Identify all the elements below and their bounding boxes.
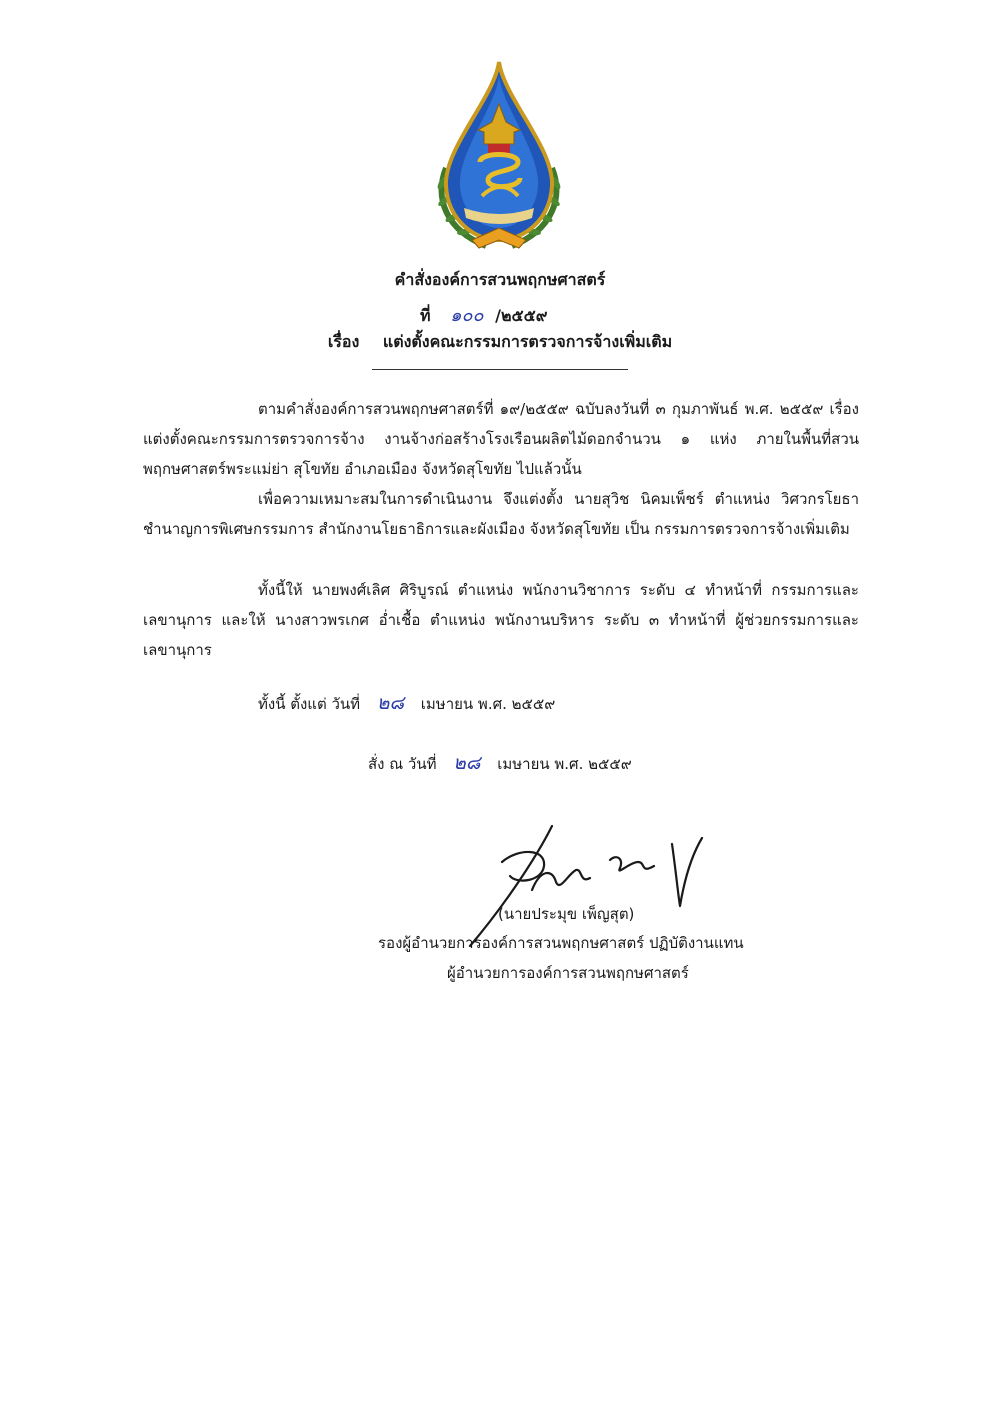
order-number [420,300,547,329]
order-date [368,748,632,778]
body-paragraph [143,575,859,665]
order-date-day: ๒๘ [453,752,481,774]
divider [372,369,628,370]
order-date-month-year: เมษายน พ.ศ. ๒๕๕๙ [497,755,632,773]
paragraph-text: เพื่อความเหมาะสมในการดำเนินงาน จึงแต่งตั้ง นายสุวิช นิคมเพ็ชร์ ตำแหน่ง วิศวกรโยธาชำนาญการพิเศษกรรมการ สำนักงานโยธาธิการและผังเมือง จังหวัดสุโขทัย เป็น กรรมการตรวจการจ้างเพิ่มเติม [143,490,859,538]
order-number-label: ที่ [420,306,431,325]
subject-label: เรื่อง [327,332,360,351]
effective-date [258,688,555,718]
body-paragraph [143,484,859,544]
organization-emblem-icon [424,58,574,253]
signer-position: ผู้อำนวยการองค์การสวนพฤกษศาสตร์ [447,964,689,982]
signer-position: รองผู้อำนวยการองค์การสวนพฤกษศาสตร์ ปฏิบัติงานแทน [378,934,744,952]
subject-text: แต่งตั้งคณะกรรมการตรวจการจ้างเพิ่มเติม [382,332,673,351]
order-number-value: ๑๐๐ [450,305,484,326]
signer-name: (นายประมุข เพ็ญสุต) [498,905,635,923]
order-date-prefix: สั่ง ณ วันที่ [368,755,437,773]
effective-date-day: ๒๘ [376,692,405,714]
body-paragraph [143,394,859,484]
effective-date-month-year: เมษายน พ.ศ. ๒๕๕๙ [420,695,556,713]
effective-date-prefix: ทั้งนี้ ตั้งแต่ วันที่ [258,695,361,713]
paragraph-text: ทั้งนี้ให้ นายพงศ์เลิศ ศิริบูรณ์ ตำแหน่ง พนักงานวิชาการ ระดับ ๔ ทำหน้าที่ กรรมการและเลขานุการ และให้ นางสาวพรเกศ อ่ำเชื้อ ตำแหน่ง พนักงานบริหาร ระดับ ๓ ทำหน้าที่ ผู้ช่วยกรรมการและเลขานุการ [143,581,859,659]
order-subject [300,330,700,355]
order-title: คำสั่งองค์การสวนพฤกษศาสตร์ [394,270,606,289]
order-number-year: /๒๕๕๙ [495,306,548,325]
paragraph-text: ตามคำสั่งองค์การสวนพฤกษศาสตร์ที่ ๑๙/๒๕๕๙ ฉบับลงวันที่ ๓ กุมภาพันธ์ พ.ศ. ๒๕๕๙ เรื่อง แต่งตั้งคณะกรรมการตรวจการจ้าง งานจ้างก่อสร้างโรงเรือนผลิตไม้ดอกจำนวน ๑ แห่ง ภายในพื้นที่สวนพฤกษศาสตร์พระแม่ย่า สุโขทัย อำเภอเมือง จังหวัดสุโขทัย ไปแล้วนั้น [143,400,859,478]
